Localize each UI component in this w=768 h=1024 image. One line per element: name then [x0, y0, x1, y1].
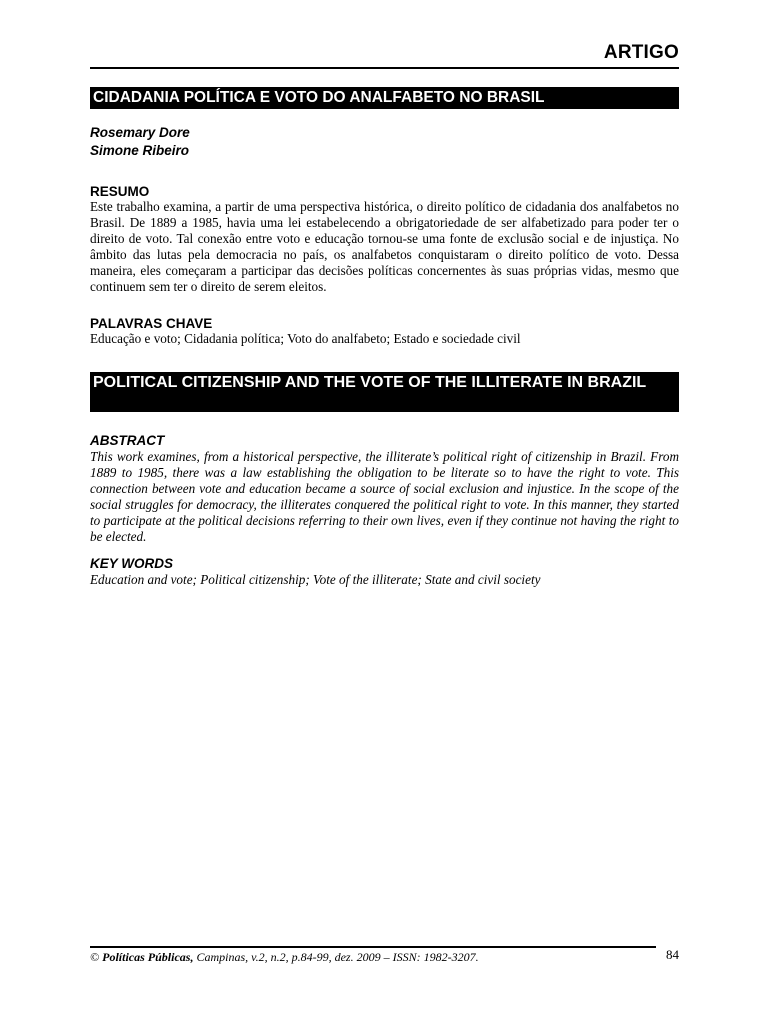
key-words-heading: KEY WORDS	[90, 556, 174, 571]
footer-rule	[90, 946, 656, 948]
abstract-text: This work examines, from a historical perspective, the illiterate’s political right of citizenship in Brazil. From 1889 to 1985, there was a law establishing the obligation to be literate so to have the right to vote. This connection between vote and education became a source of social exclusion and injustice. In the scope of the social struggles for democracy, the illiterates conquered the political right to vote. In this manner, they started to participate at the political decisions referring to their own lives, even if they continue not having the right to be elected.	[90, 449, 679, 544]
section-label: ARTIGO	[603, 42, 679, 63]
palavras-chave-heading: PALAVRAS CHAVE	[90, 316, 213, 331]
journal-name: Políticas Públicas,	[102, 950, 194, 964]
portuguese-title: CIDADANIA POLÍTICA E VOTO DO ANALFABETO NO BRASIL	[90, 87, 679, 109]
citation-details: Campinas, v.2, n.2, p.84-99, dez. 2009 – ISSN: 1982-3207.	[193, 950, 479, 964]
article-page	[90, 0, 679, 1024]
key-words-text: Education and vote; Political citizenship; Vote of the illiterate; State and civil society	[90, 572, 541, 587]
resumo-heading: RESUMO	[90, 184, 150, 199]
author-name: Simone Ribeiro	[90, 143, 190, 158]
authors	[90, 124, 190, 160]
abstract-heading: ABSTRACT	[90, 433, 165, 448]
author-name: Rosemary Dore	[90, 125, 190, 140]
palavras-chave-text: Educação e voto; Cidadania política; Voto do analfabeto; Estado e sociedade civil	[90, 331, 521, 346]
copyright-symbol: ©	[90, 950, 100, 964]
footer-citation	[90, 950, 479, 965]
page-number: 84	[666, 947, 679, 962]
resumo-text: Este trabalho examina, a partir de uma perspectiva histórica, o direito político de cidadania dos analfabetos no Brasil. De 1889 a 1985, havia uma lei estabelecendo a obrigatoriedade de ser alfabetizado para poder ter o direito de voto. Tal conexão entre voto e educação tornou-se uma fonte de exclusão social e de injustiça. No âmbito das lutas pela democracia no país, os analfabetos conquistaram o direito político de voto. Dessa maneira, eles começaram a participar das decisões políticas concernentes às suas próprias vidas, mesmo que continuem sem ter o direito de serem eleitos.	[90, 199, 679, 294]
english-title: POLITICAL CITIZENSHIP AND THE VOTE OF THE ILLITERATE IN BRAZIL	[90, 372, 679, 412]
header-rule	[90, 67, 679, 69]
